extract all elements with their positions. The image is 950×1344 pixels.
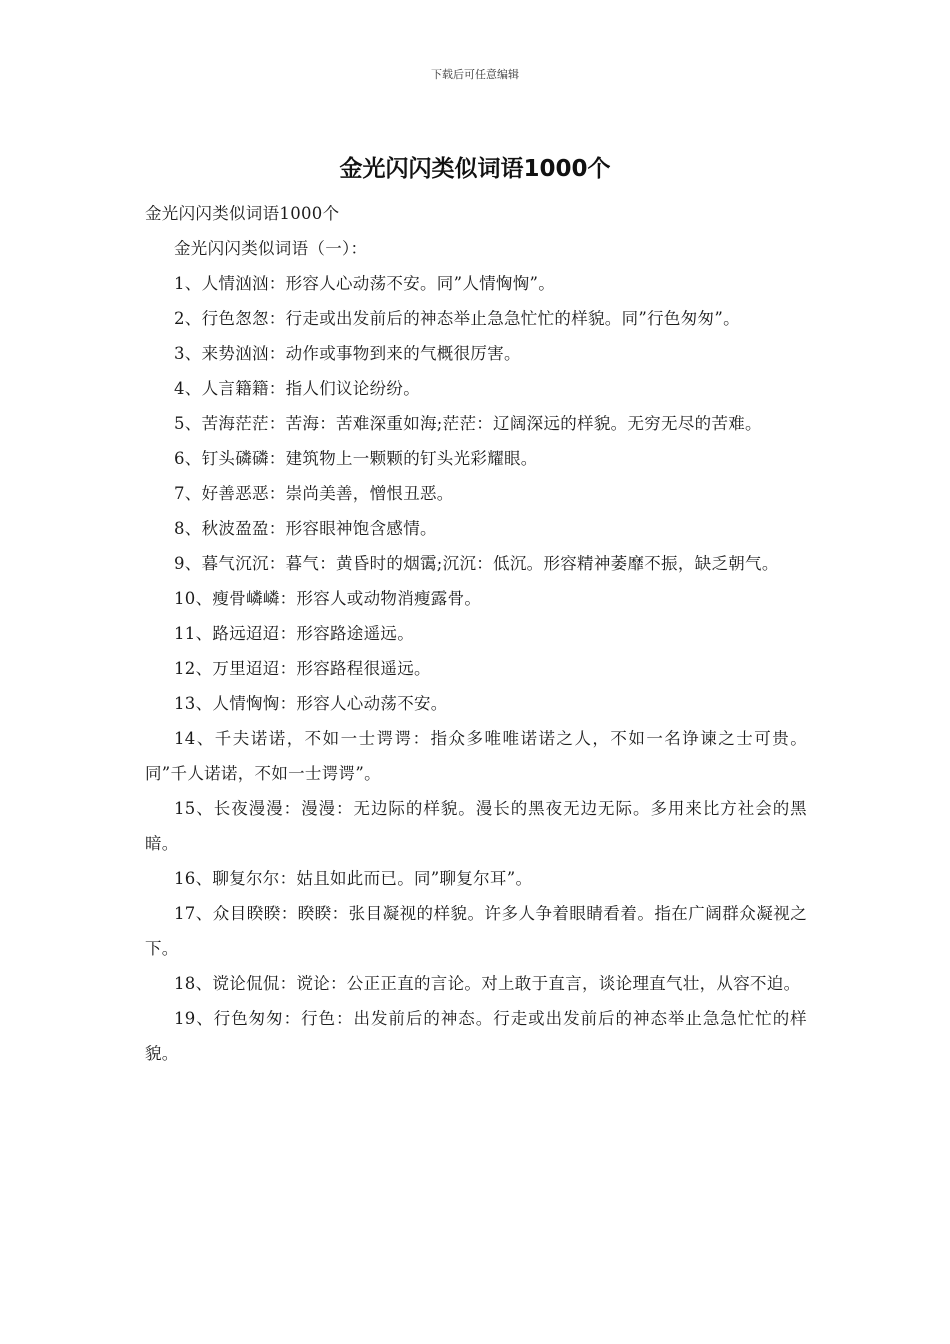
list-item: 8、秋波盈盈：形容眼神饱含感情。	[174, 519, 437, 538]
list-item: 4、人言籍籍：指人们议论纷纷。	[174, 379, 420, 398]
list-item: 3、来势汹汹：动作或事物到来的气概很厉害。	[174, 344, 521, 363]
list-item: 18、谠论侃侃：谠论：公正正直的言论。对上敢于直言，谈论理直气壮，从容不迫。	[174, 974, 801, 993]
list-item: 10、瘦骨嶙嶙：形容人或动物消瘦露骨。	[174, 589, 482, 608]
list-item: 2、行色怱怱：行走或出发前后的神态举止急急忙忙的样貌。同”行色匆匆”。	[174, 309, 740, 328]
list-item: 19、行色匆匆：行色：出发前后的神态。行走或出发前后的神态举止急急忙忙的样貌。	[145, 1009, 807, 1063]
list-item: 11、路远迢迢：形容路途遥远。	[174, 624, 414, 643]
list-item: 7、好善恶恶：崇尚美善，憎恨丑恶。	[174, 484, 454, 503]
list-item: 14、千夫诺诺，不如一士谔谔：指众多唯唯诺诺之人，不如一名诤谏之士可贵。同”千人诺诺，不如一士谔谔”。	[145, 729, 807, 783]
section-heading: 金光闪闪类似词语（一）：	[174, 239, 368, 258]
document-title: 金光闪闪类似词语1000个	[339, 156, 611, 182]
list-item: 5、苦海茫茫：苦海：苦难深重如海;茫茫：辽阔深远的样貌。无穷无尽的苦难。	[174, 414, 762, 433]
list-item: 15、长夜漫漫：漫漫：无边际的样貌。漫长的黑夜无边无际。多用来比方社会的黑暗。	[145, 799, 807, 853]
list-item: 13、人情恟恟：形容人心动荡不安。	[174, 694, 448, 713]
list-item: 1、人情汹汹：形容人心动荡不安。同”人情恟恟”。	[174, 274, 556, 293]
document-body	[145, 196, 807, 1071]
list-item: 17、众目睽睽：睽睽：张目凝视的样貌。许多人争着眼睛看着。指在广阔群众凝视之下。	[145, 904, 807, 958]
list-item: 16、聊复尔尔：姑且如此而已。同”聊复尔耳”。	[174, 869, 533, 888]
list-item: 6、钉头磷磷：建筑物上一颗颗的钉头光彩耀眼。	[174, 449, 538, 468]
list-item: 12、万里迢迢：形容路程很遥远。	[174, 659, 431, 678]
document-subtitle: 金光闪闪类似词语1000个	[145, 204, 340, 223]
header-note: 下载后可任意编辑	[431, 68, 519, 81]
list-item: 9、暮气沉沉：暮气：黄昏时的烟霭;沉沉：低沉。形容精神萎靡不振，缺乏朝气。	[174, 554, 779, 573]
